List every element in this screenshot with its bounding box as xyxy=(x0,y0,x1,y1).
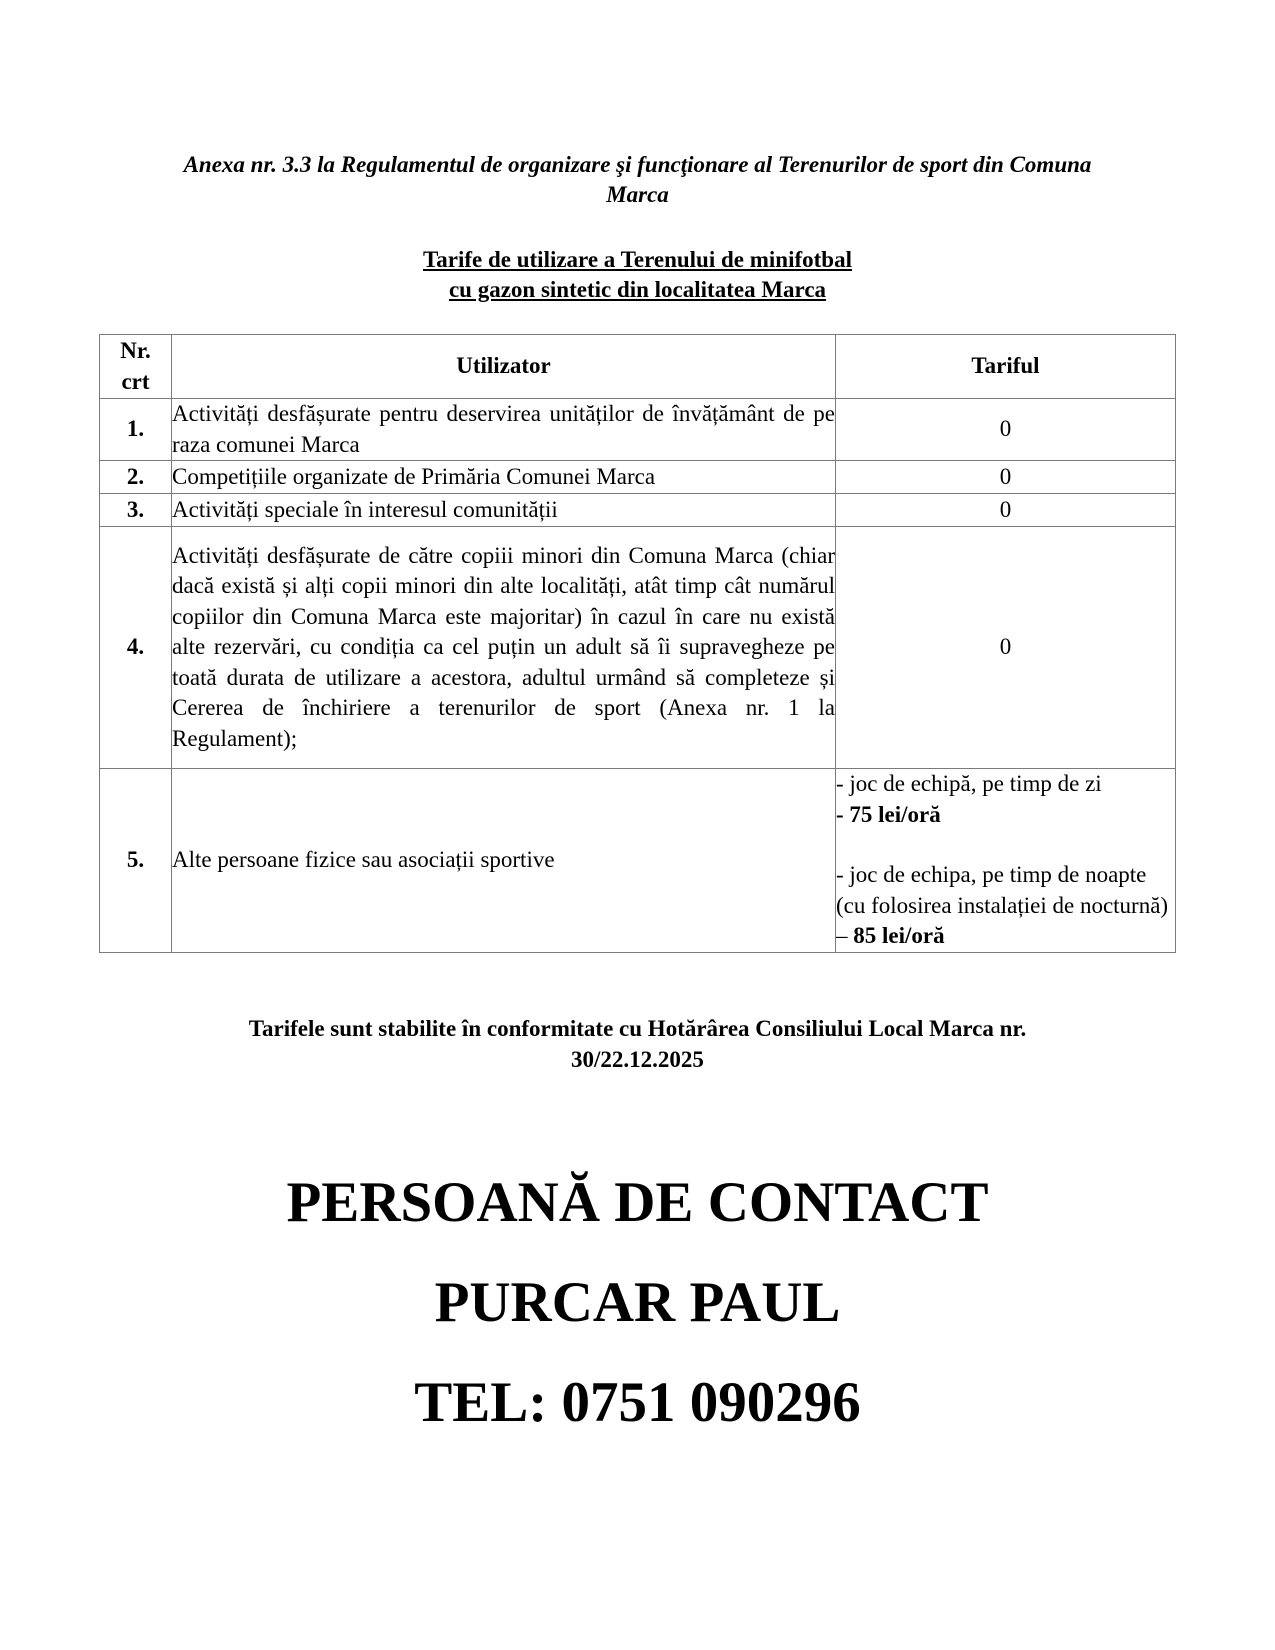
tarif-day-text: - joc de echipă, pe timp de zi xyxy=(836,771,1102,796)
tariff-legal-note xyxy=(90,1013,1185,1075)
row-number: 4. xyxy=(100,527,172,769)
tariff-legal-note-line1: Tarifele sunt stabilite în conformitate cu Hotărârea Consiliului Local Marca nr. xyxy=(248,1016,1027,1041)
row-tarif: 0 xyxy=(836,494,1176,527)
row-number: 2. xyxy=(100,461,172,494)
row-tarif-detail xyxy=(836,769,1176,953)
row-number: 5. xyxy=(100,769,172,953)
tarif-night xyxy=(836,860,1175,952)
row-tarif: 0 xyxy=(836,461,1176,494)
column-header-nr-line2: crt xyxy=(121,368,150,394)
tarif-spacer xyxy=(836,830,1175,860)
contact-heading: PERSOANĂ DE CONTACT xyxy=(286,1171,989,1234)
row-user: Competițiile organizate de Primăria Comunei Marca xyxy=(172,461,836,494)
table-row xyxy=(100,399,1176,461)
row-user: Alte persoane fizice sau asociații sportive xyxy=(172,769,836,953)
row-tarif: 0 xyxy=(836,527,1176,769)
table-row xyxy=(100,461,1176,494)
tarif-night-price: 85 lei/oră xyxy=(853,923,945,948)
row-number: 1. xyxy=(100,399,172,461)
column-header-user: Utilizator xyxy=(172,335,836,399)
column-header-nr-line1: Nr. xyxy=(120,338,151,363)
document-title xyxy=(90,245,1185,305)
row-tarif: 0 xyxy=(836,399,1176,461)
document-title-line2: cu gazon sintetic din localitatea Marca xyxy=(448,277,827,302)
row-number: 3. xyxy=(100,494,172,527)
column-header-nr xyxy=(100,335,172,399)
row-user: Activități desfășurate de către copiii minori din Comuna Marca (chiar dacă există și alți copii minori din alte localități, atât timp cât numărul copiilor din Comuna Marca este majoritar) în cazul în care nu există alte rezervări, cu condiția ca cel puțin un adult să îi supravegheze pe toată durata de utilizare a acestora, adultul urmând să completeze și Cererea de închiriere a terenurilor de sport (Anexa nr. 1 la Regulament); xyxy=(172,527,836,769)
contact-name: PURCAR PAUL xyxy=(434,1271,841,1334)
column-header-tarif: Tariful xyxy=(836,335,1176,399)
row-user: Activități desfășurate pentru deservirea unităților de învățământ de pe raza comunei Marca xyxy=(172,399,836,461)
table-header-row xyxy=(100,335,1176,399)
annex-title-line2: Marca xyxy=(606,182,669,207)
contact-phone: TEL: 0751 090296 xyxy=(414,1371,861,1434)
table-row xyxy=(100,494,1176,527)
table-row xyxy=(100,769,1176,953)
tarif-day-price xyxy=(836,800,1175,831)
tariff-table xyxy=(99,334,1176,953)
annex-title-line1: Anexa nr. 3.3 la Regulamentul de organizare şi funcţionare al Terenurilor de sport din Comuna xyxy=(183,152,1092,177)
annex-title xyxy=(90,150,1185,210)
tarif-day-price-value: - 75 lei/oră xyxy=(836,801,941,827)
tarif-night-text: - joc de echipa, pe timp de noapte (cu folosirea instalației de nocturnă) – xyxy=(836,862,1169,948)
table-row xyxy=(100,527,1176,769)
row-user: Activități speciale în interesul comunității xyxy=(172,494,836,527)
document-title-line1: Tarife de utilizare a Terenului de minifotbal xyxy=(423,247,852,272)
tariff-legal-note-line2: 30/22.12.2025 xyxy=(571,1047,704,1072)
